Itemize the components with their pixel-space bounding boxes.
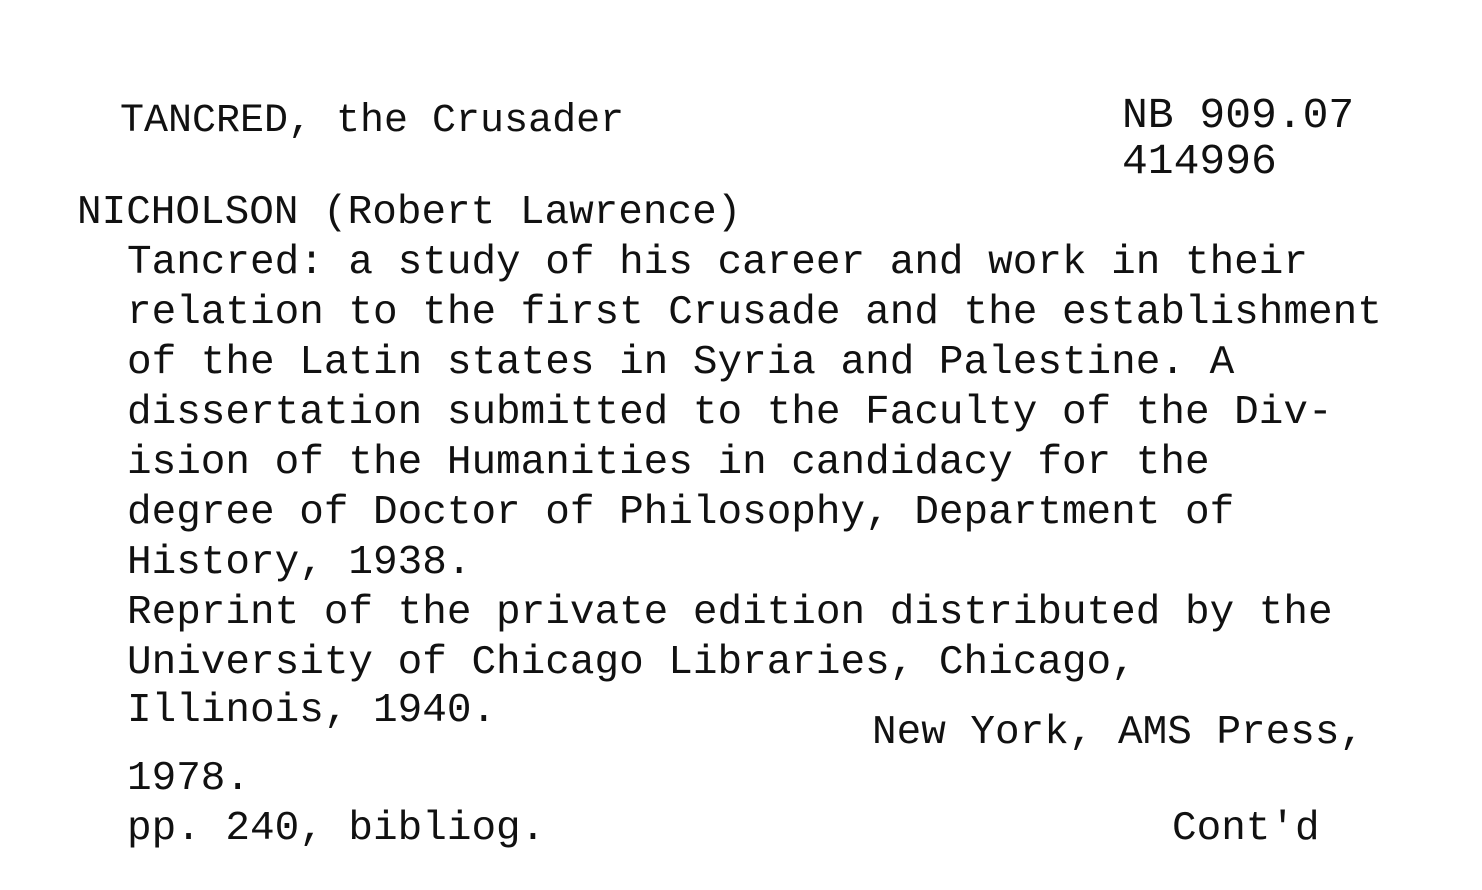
dissertation-line: History, 1938. <box>127 540 472 586</box>
accession-number: 414996 <box>1122 137 1277 186</box>
publisher-imprint: New York, AMS Press, <box>872 710 1365 756</box>
call-number: NB 909.07 <box>1122 91 1355 140</box>
dissertation-line: degree of Doctor of Philosophy, Department of <box>127 490 1235 536</box>
continued-note: Cont'd <box>1172 806 1320 852</box>
title-line: relation to the first Crusade and the establishment <box>127 290 1382 336</box>
reprint-note-line: Reprint of the private edition distributed by the <box>127 590 1333 636</box>
reprint-note-line: Illinois, 1940. <box>127 688 497 734</box>
author-heading: NICHOLSON (Robert Lawrence) <box>77 190 742 236</box>
reprint-note-line: University of Chicago Libraries, Chicago, <box>127 640 1136 686</box>
dissertation-line: dissertation submitted to the Faculty of the Div- <box>127 390 1333 436</box>
publication-year: 1978. <box>127 756 251 802</box>
pagination-note: pp. 240, bibliog. <box>127 806 546 852</box>
dissertation-line: ision of the Humanities in candidacy for the <box>127 440 1210 486</box>
title-line: of the Latin states in Syria and Palestine. A <box>127 340 1235 386</box>
title-line: Tancred: a study of his career and work in their <box>127 240 1308 286</box>
subject-heading: TANCRED, the Crusader <box>120 99 625 144</box>
